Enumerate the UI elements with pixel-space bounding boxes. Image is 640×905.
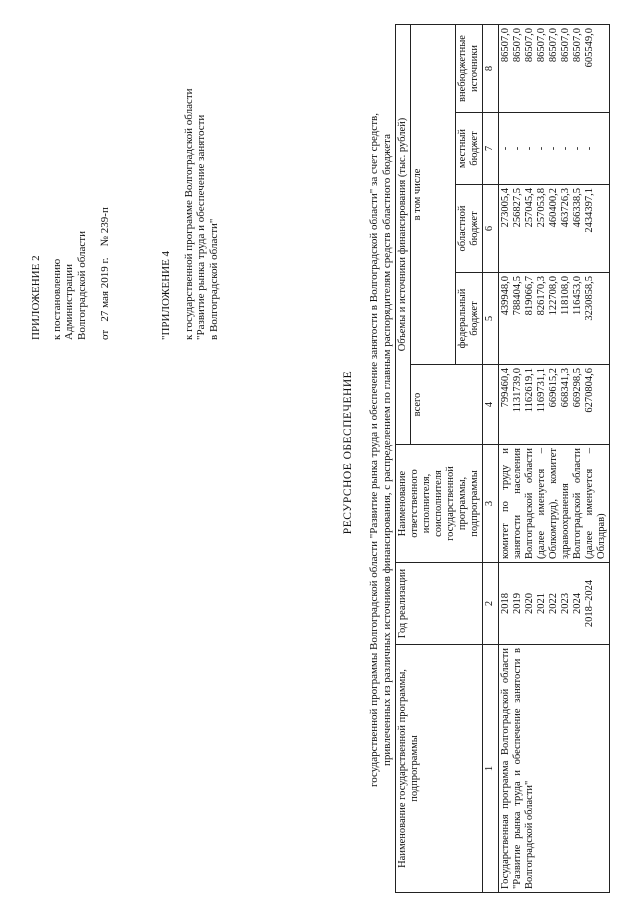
total-column	[498, 365, 610, 445]
column-number: 1	[483, 645, 498, 893]
federal-value: 122708,0	[547, 276, 559, 316]
regional-value: 466338,5	[571, 188, 583, 228]
regional-value: 460400,2	[547, 188, 559, 228]
local-value: -	[571, 146, 583, 151]
extra-column	[498, 25, 610, 113]
total-value: 669298,5	[571, 368, 583, 408]
header-extra: внебюджетные источники	[456, 25, 483, 113]
extra-value: 86507,0	[535, 28, 547, 63]
column-number: 7	[483, 113, 498, 185]
appendix-header	[30, 10, 111, 340]
extra-value: 86507,0	[499, 28, 511, 63]
year-value: 2018–2024	[583, 579, 595, 628]
regional-value: 257045,4	[523, 188, 535, 228]
subtitle-line: государственной программы Волгоградской области "Развитие рынка труда и обеспечение занятости в Волгоградской области" за счет средств,	[368, 113, 380, 787]
column-number: 2	[483, 563, 498, 645]
total-value: 799460,4	[499, 368, 511, 408]
local-value: -	[559, 146, 571, 151]
date-day: 27	[98, 310, 111, 322]
attachment-line: в Волгоградской области"	[207, 218, 220, 340]
subtitle-line: привлеченных из различных источников финансирования, с распределением по главным распорядителям средств областного бюджета	[381, 134, 394, 766]
year-value: 2018	[499, 593, 511, 614]
federal-value: 788404,5	[511, 276, 523, 316]
regional-column	[498, 185, 610, 273]
year-value: 2023	[559, 593, 571, 614]
federal-value: 118108,0	[559, 276, 571, 315]
federal-column	[498, 273, 610, 365]
extra-value: 86507,0	[547, 28, 559, 63]
header-funding: Объемы и источники финансирования (тыс. рублей)	[396, 25, 411, 445]
document-subtitle	[368, 15, 394, 885]
local-value: -	[547, 146, 559, 151]
total-value: 669615,2	[547, 368, 559, 408]
attachment-line: "Развитие рынка труда и обеспечение занятости	[195, 114, 208, 340]
extra-value: 86507,0	[511, 28, 523, 63]
date-month-year: мая 2019 г.	[98, 257, 111, 308]
extra-value: 86507,0	[559, 28, 571, 63]
header-executor: Наименование ответственного исполнителя, соисполнителя государственной программы, подпрограммы	[396, 445, 483, 563]
attachment-line: к государственной программе Волгоградской области	[182, 88, 195, 340]
year-value: 2019	[511, 593, 523, 614]
resource-table	[395, 24, 610, 893]
appendix-number: ПРИЛОЖЕНИЕ 2	[30, 255, 42, 340]
local-value: -	[499, 146, 511, 151]
total-value: 6270804,6	[583, 368, 595, 413]
federal-value: 439948,0	[499, 276, 511, 316]
column-number: 6	[483, 185, 498, 273]
regional-value: 273005,4	[499, 188, 511, 228]
date-prefix: от	[98, 329, 111, 340]
total-value: 1131739,0	[511, 368, 523, 413]
number-value: 239-п	[98, 207, 111, 234]
executor-cell: комитет по труду и занятости населения Волгоградской области (далее именуется – Облкомтруд), комитет здравоохранения Волгоградской области (далее именуется – Облздрав)	[498, 445, 610, 563]
total-value: 1162619,1	[523, 368, 535, 413]
local-value: -	[583, 146, 595, 151]
header-local: местный бюджет	[456, 113, 483, 185]
local-value: -	[535, 146, 547, 151]
header-federal: федеральный бюджет	[456, 273, 483, 365]
regional-value: 463726,3	[559, 188, 571, 228]
total-value: 668341,3	[559, 368, 571, 408]
header-regional: областной бюджет	[456, 185, 483, 273]
number-prefix: №	[98, 235, 111, 247]
appendix-line: к постановлению	[50, 258, 63, 340]
column-number: 5	[483, 273, 498, 365]
local-column	[498, 113, 610, 185]
year-value: 2020	[523, 593, 535, 614]
year-value: 2024	[571, 593, 583, 614]
header-including: в том числе	[411, 25, 456, 365]
column-number: 4	[483, 365, 498, 445]
attachment-number: "ПРИЛОЖЕНИЕ 4	[160, 250, 172, 340]
document-title: РЕСУРСНОЕ ОБЕСПЕЧЕНИЕ	[342, 370, 354, 535]
appendix-line: Администрации	[63, 263, 76, 340]
program-name-cell: Государственная программа Волгоградской области "Развитие рынка труда и обеспечение занятости в Волгоградской области"	[498, 645, 610, 893]
local-value: -	[523, 146, 535, 151]
federal-value: 819066,7	[523, 276, 535, 316]
federal-value: 826170,3	[535, 276, 547, 316]
year-value: 2021	[535, 593, 547, 614]
regional-value: 2434397,1	[583, 188, 595, 233]
regional-value: 257053,8	[535, 188, 547, 228]
appendix-date-line	[99, 10, 112, 340]
table-row	[498, 25, 610, 893]
header-year: Год реализации	[396, 563, 483, 645]
extra-value: 86507,0	[523, 28, 535, 63]
regional-value: 256827,5	[511, 188, 523, 228]
appendix-line: Волгоградской области	[75, 231, 88, 340]
extra-value: 86507,0	[571, 28, 583, 63]
federal-value: 3230858,5	[583, 276, 595, 321]
header-program: Наименование государственной программы, подпрограммы	[396, 645, 483, 893]
attachment-header	[160, 10, 221, 340]
local-value: -	[511, 146, 523, 151]
year-value: 2022	[547, 593, 559, 614]
federal-value: 116453,0	[571, 276, 583, 315]
column-number: 8	[483, 25, 498, 113]
header-total: всего	[411, 365, 483, 445]
extra-value: 605549,0	[583, 28, 595, 68]
total-value: 1169731,1	[535, 368, 547, 413]
year-column	[498, 563, 610, 645]
column-number: 3	[483, 445, 498, 563]
